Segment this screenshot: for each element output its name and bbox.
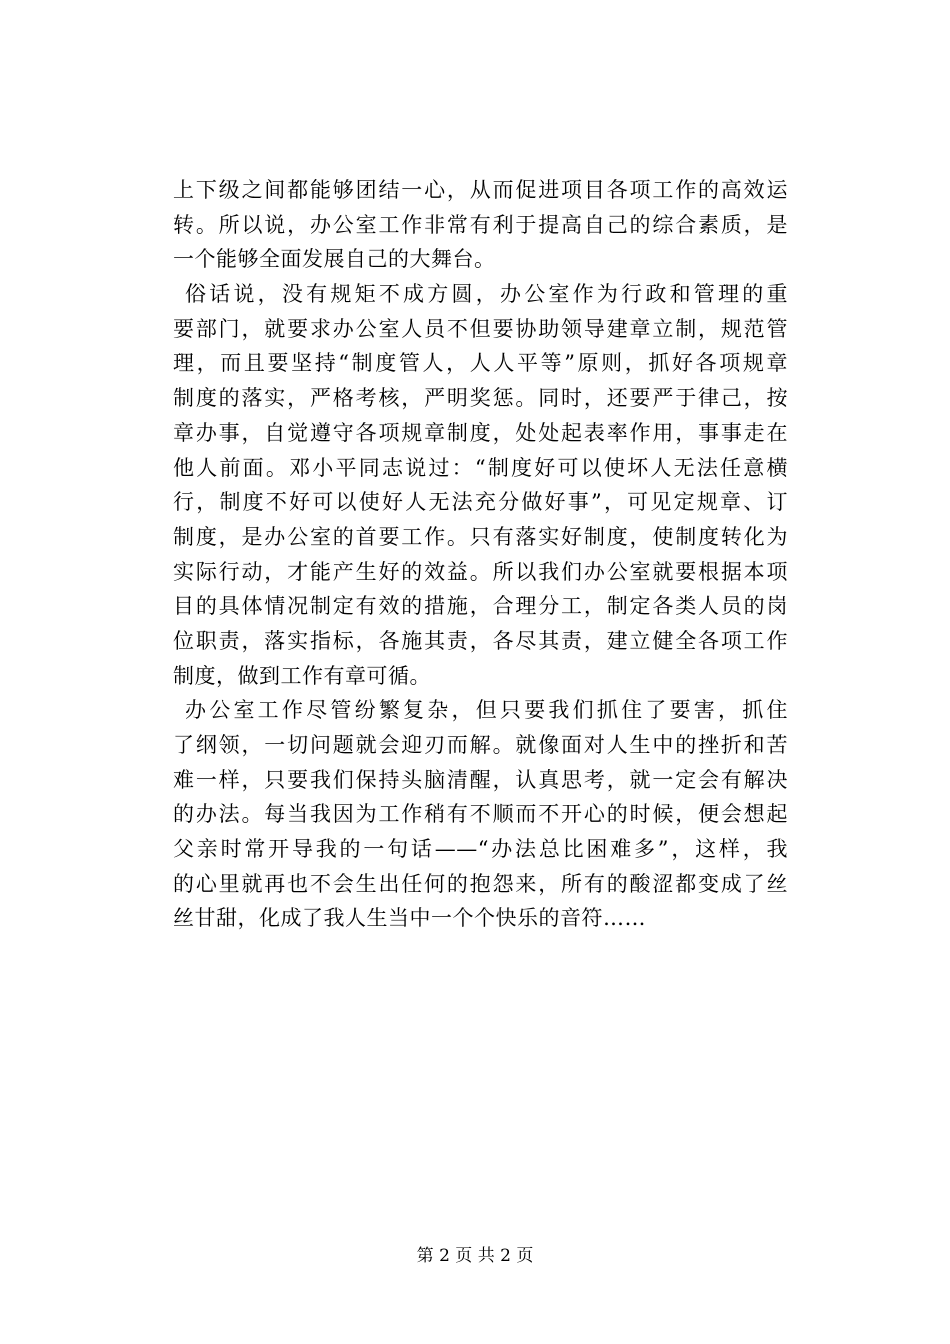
text-line: 实际行动，才能产生好的效益。所以我们办公室就要根据本项	[173, 559, 788, 584]
text-line: 上下级之间都能够团结一心，从而促进项目各项工作的高效运	[173, 178, 788, 202]
text-line: 了纲领，一切问题就会迎刃而解。就像面对人生中的挫折和苦	[173, 733, 788, 757]
text-line: 的办法。每当我因为工作稍有不顺而不开心的时候，便会想起	[173, 802, 788, 827]
text-line: 难一样，只要我们保持头脑清醒，认真思考，就一定会有解决	[173, 767, 788, 792]
text-line: 父亲时常开导我的一句话——“办法总比困难多”，这样，我	[173, 837, 788, 862]
page-number-footer: 第 2 页 共 2 页	[416, 1246, 534, 1266]
text-line: 俗话说，没有规矩不成方圆，办公室作为行政和管理的重	[185, 282, 788, 307]
text-line: 理，而且要坚持“制度管人，人人平等”原则，抓好各项规章	[173, 351, 788, 376]
text-line: 丝甘甜，化成了我人生当中一个个快乐的音符……	[173, 906, 646, 931]
text-line: 转。所以说，办公室工作非常有利于提高自己的综合素质，是	[173, 212, 788, 237]
text-line: 目的具体情况制定有效的措施，合理分工，制定各类人员的岗	[173, 594, 788, 619]
text-line: 行，制度不好可以使好人无法充分做好事”，可见定规章、订	[173, 490, 788, 515]
text-line: 章办事，自觉遵守各项规章制度，处处起表率作用，事事走在	[173, 420, 788, 445]
text-line: 制度，是办公室的首要工作。只有落实好制度，使制度转化为	[173, 524, 788, 549]
paragraph-3	[173, 693, 788, 936]
paragraph-2	[173, 277, 788, 693]
text-line: 位职责，落实指标，各施其责，各尽其责，建立健全各项工作	[173, 628, 788, 653]
body-text	[173, 173, 788, 936]
text-line: 一个能够全面发展自己的大舞台。	[173, 247, 496, 272]
text-line: 他人前面。邓小平同志说过：“制度好可以使坏人无法任意横	[173, 455, 788, 480]
text-line: 办公室工作尽管纷繁复杂，但只要我们抓住了要害，抓住	[185, 698, 788, 723]
text-line: 要部门，就要求办公室人员不但要协助领导建章立制，规范管	[173, 316, 788, 341]
text-line: 的心里就再也不会生出任何的抱怨来，所有的酸涩都变成了丝	[173, 871, 788, 896]
paragraph-1	[173, 173, 788, 277]
text-line: 制度的落实，严格考核，严明奖惩。同时，还要严于律己，按	[173, 386, 788, 411]
text-line: 制度，做到工作有章可循。	[173, 663, 431, 688]
